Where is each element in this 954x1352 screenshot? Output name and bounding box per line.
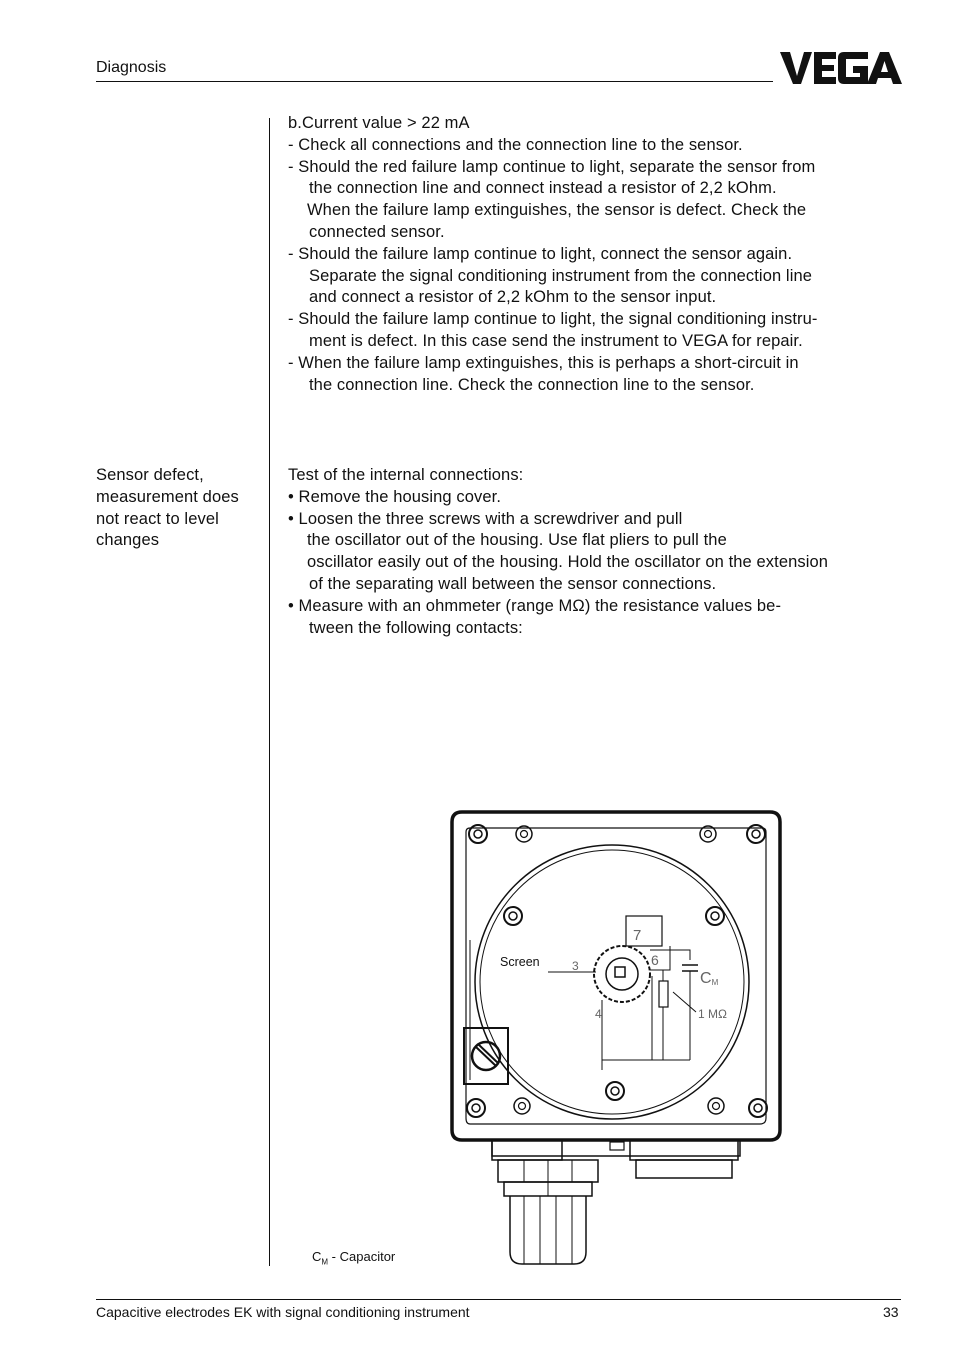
section-b-item-continued: When the failure lamp extinguishes, the sensor is defect. Check the bbox=[307, 201, 807, 220]
column-divider bbox=[269, 118, 270, 1266]
section-b-item: - Should the failure lamp continue to light, connect the sensor again. bbox=[288, 244, 793, 263]
section-b-item: - Should the failure lamp continue to light, the signal conditioning instru- bbox=[288, 310, 818, 329]
page-number: 33 bbox=[883, 1304, 899, 1320]
terminal-7-label: 7 bbox=[633, 927, 642, 944]
legend-text: - Capacitor bbox=[328, 1249, 396, 1264]
screen-label: Screen bbox=[500, 955, 540, 969]
cm-capacitor-letter: C bbox=[700, 970, 712, 987]
diagram-legend bbox=[312, 1249, 395, 1267]
vega-logo bbox=[780, 50, 902, 86]
section-b-item-continued: connected sensor. bbox=[309, 222, 445, 241]
footer-rule bbox=[96, 1299, 901, 1300]
test-bullet: • Measure with an ohmmeter (range MΩ) the resistance values be- bbox=[288, 596, 782, 615]
margin-label-line: changes bbox=[96, 531, 160, 550]
section-b-item-continued: and connect a resistor of 2,2 kOhm to the sensor input. bbox=[309, 288, 717, 307]
internal-connections-test bbox=[288, 465, 908, 639]
terminal-3-label: 3 bbox=[572, 959, 579, 973]
test-bullet-continued: oscillator easily out of the housing. Hold the oscillator on the extension bbox=[307, 553, 829, 572]
test-heading: Test of the internal connections: bbox=[288, 466, 524, 484]
oscillator-housing-diagram bbox=[440, 800, 790, 1270]
header-rule bbox=[96, 81, 773, 82]
legend-c: C bbox=[312, 1249, 322, 1264]
section-b-item: - Should the red failure lamp continue to light, separate the sensor from bbox=[288, 157, 816, 176]
section-b-current-above-22ma bbox=[288, 113, 908, 396]
section-b-item-continued: the connection line and connect instead a resistor of 2,2 kOhm. bbox=[309, 179, 777, 198]
legend-subscript: M bbox=[321, 1257, 329, 1267]
section-b-item-continued: ment is defect. In this case send the instrument to VEGA for repair. bbox=[309, 331, 803, 350]
terminal-4-label: 4 bbox=[595, 1007, 602, 1021]
section-b-item: - When the failure lamp extinguishes, this is perhaps a short-circuit in bbox=[288, 353, 799, 372]
test-bullet-continued: of the separating wall between the sensor connections. bbox=[309, 574, 717, 593]
margin-label-line: Sensor defect, bbox=[96, 466, 204, 484]
resistor-1mohm-label: 1 MΩ bbox=[698, 1007, 727, 1021]
margin-label-line: not react to level bbox=[96, 509, 219, 528]
test-bullet: • Remove the housing cover. bbox=[288, 487, 502, 506]
page-header-title: Diagnosis bbox=[96, 59, 167, 76]
cm-capacitor-label bbox=[700, 970, 719, 987]
section-b-item-continued: Separate the signal conditioning instrument from the connection line bbox=[309, 266, 813, 285]
section-b-item-continued: the connection line. Check the connection line to the sensor. bbox=[309, 375, 755, 394]
test-bullet-continued: tween the following contacts: bbox=[309, 618, 523, 637]
test-bullet: • Loosen the three screws with a screwdriver and pull bbox=[288, 509, 683, 528]
footer-document-title: Capacitive electrodes EK with signal conditioning instrument bbox=[96, 1304, 470, 1320]
margin-label-sensor-defect bbox=[96, 465, 266, 552]
test-bullet-continued: the oscillator out of the housing. Use flat pliers to pull the bbox=[307, 531, 727, 550]
cm-capacitor-subscript: M bbox=[711, 978, 719, 987]
section-b-item: - Check all connections and the connection line to the sensor. bbox=[288, 135, 743, 154]
terminal-6-label: 6 bbox=[651, 952, 659, 968]
margin-label-line: measurement does bbox=[96, 487, 239, 506]
section-b-heading: b.Current value > 22 mA bbox=[288, 114, 470, 132]
